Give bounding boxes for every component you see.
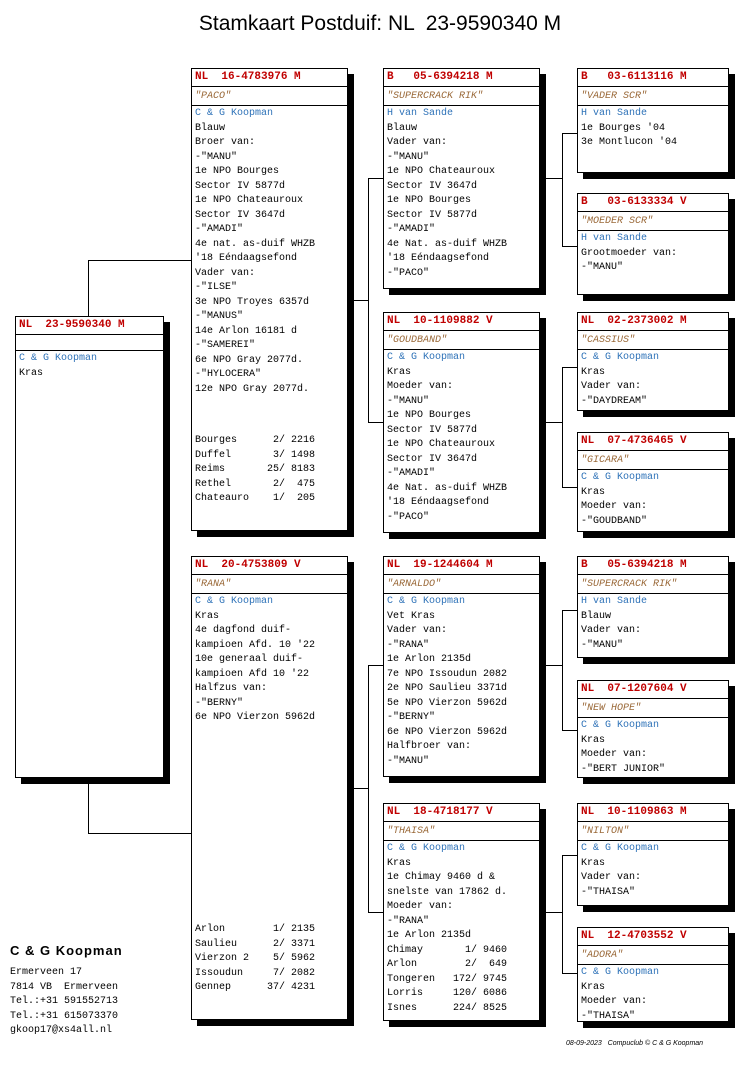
connector-line <box>540 912 562 913</box>
connector-line <box>368 178 369 422</box>
info-line: 1e Arlon 2135d <box>387 930 472 941</box>
owner: C & G Koopman <box>195 596 274 607</box>
owner: H van Sande <box>581 108 648 119</box>
info-line: Grootmoeder van: <box>581 247 678 259</box>
info-line: '18 Eéndaagsefond <box>387 253 490 264</box>
page-title: Stamkaart Postduif: NL 23-9590340 M <box>198 12 562 35</box>
connector-line <box>88 833 191 834</box>
owner: C & G Koopman <box>581 472 660 483</box>
info-line: 1e Arlon 2135d <box>387 654 472 665</box>
info-line: -"SAMEREI" <box>195 340 256 351</box>
info-line: -"AMADI" <box>195 224 244 235</box>
info-line: Sector IV 3647d <box>387 453 478 465</box>
ring-number: B 03-6133334 V <box>578 194 728 212</box>
ring-number: NL 19-1244604 M <box>384 557 539 575</box>
info-line: Moeder van: <box>387 901 454 912</box>
pigeon-card-fm <box>383 312 540 533</box>
ring-number: NL 23-9590340 M <box>16 317 163 335</box>
connector-line <box>562 367 563 487</box>
breeder-address: Ermerveen 17 <box>10 967 83 978</box>
pigeon-card-ff <box>383 68 540 289</box>
info-line: Sector IV 5877d <box>387 424 478 436</box>
connector-line <box>368 422 383 423</box>
pigeon-card-mf <box>383 556 540 777</box>
info-line: Sector IV 5877d <box>387 209 478 221</box>
info-line: Vet Kras <box>387 610 436 622</box>
breeder-email: gkoop17@xs4all.nl <box>10 1025 113 1036</box>
info-line: 7e NPO Issoudun 2082 <box>387 668 508 680</box>
info-line: Sector IV 3647d <box>387 180 478 192</box>
connector-line <box>540 178 562 179</box>
owner: H van Sande <box>581 233 648 244</box>
connector-line <box>562 367 577 368</box>
owner: C & G Koopman <box>581 967 660 978</box>
ring-number: B 03-6113116 M <box>578 69 728 87</box>
pigeon-name: "THAISA" <box>384 822 539 841</box>
info-line: -"MANU" <box>387 151 430 163</box>
info-line: '18 Eéndaagsefond <box>387 497 490 508</box>
pigeon-card-father <box>191 68 348 531</box>
pigeon-card-fff <box>577 68 729 173</box>
info-line: Moeder van: <box>581 749 648 760</box>
pigeon-card-mfm <box>577 680 729 778</box>
info-line: -"AMADI" <box>387 468 436 479</box>
breeder-phone: Tel.:+31 591552713 <box>10 996 119 1007</box>
info-line: Broer van: <box>195 137 256 148</box>
info-line: 4e Nat. as-duif WHZB <box>387 238 508 250</box>
race-result: Bourges 2/ 2216 <box>195 435 316 446</box>
info-lines <box>192 122 347 398</box>
info-line: Vader van: <box>581 381 642 392</box>
pigeon-name: "VADER SCR" <box>578 87 728 106</box>
pigeon-name: "ADORA" <box>578 946 728 965</box>
footer-credit: 08-09-2023 Compuclub © C & G Koopman <box>566 1040 704 1047</box>
race-result: Lorris 120/ 6086 <box>387 988 508 999</box>
race-result: Isnes 224/ 8525 <box>387 1002 508 1014</box>
info-line: Moeder van: <box>581 996 648 1007</box>
pigeon-name: "NEW HOPE" <box>578 699 728 718</box>
info-line: 10e generaal duif- <box>195 654 304 665</box>
info-line: -"BERNY" <box>195 697 244 709</box>
info-line: 4e dagfond duif- <box>195 625 292 636</box>
info-line: 2e NPO Saulieu 3371d <box>387 683 508 694</box>
info-line: Kras <box>581 857 606 869</box>
info-line: Blauw <box>387 122 418 134</box>
pigeon-name: "PACO" <box>192 87 347 106</box>
info-line: -"RANA" <box>387 639 430 651</box>
info-line: 1e Chimay 9460 d & <box>387 872 496 883</box>
ring-number: NL 10-1109863 M <box>578 804 728 822</box>
info-line: Blauw <box>195 122 226 134</box>
info-line: Vader van: <box>581 625 642 636</box>
info-line: Vader van: <box>387 625 448 636</box>
breeder-info <box>10 943 123 1039</box>
connector-line <box>368 178 383 179</box>
info-line: 6e NPO Vierzon 5962d <box>387 726 508 738</box>
connector-line <box>88 778 89 833</box>
info-line: 4e nat. as-duif WHZB <box>195 238 316 250</box>
breeder-mobile: Tel.:+31 615073370 <box>10 1010 119 1022</box>
info-line: -"MANU" <box>581 639 624 651</box>
race-result: Arlon 1/ 2135 <box>195 924 316 935</box>
pigeon-name: "GICARA" <box>578 451 728 470</box>
pigeon-card-mmf <box>577 803 729 906</box>
info-line: Vader van: <box>581 872 642 883</box>
info-line: -"BERNY" <box>387 712 436 723</box>
info-line: Kras <box>581 981 606 993</box>
race-result: Chimay 1/ 9460 <box>387 944 508 956</box>
info-line: 1e NPO Chateauroux <box>195 195 304 206</box>
name-spacer <box>16 335 163 351</box>
connector-line <box>562 855 577 856</box>
connector-line <box>562 973 577 974</box>
owner: H van Sande <box>581 596 648 607</box>
info-line: -"PACO" <box>387 511 430 523</box>
info-line: -"DAYDREAM" <box>581 395 648 407</box>
owner: H van Sande <box>387 108 454 119</box>
info-line: 1e Bourges '04 <box>581 122 666 134</box>
pigeon-name: "RANA" <box>192 575 347 594</box>
ring-number: NL 12-4703552 V <box>578 928 728 946</box>
info-line: -"MANUS" <box>195 311 244 322</box>
info-line: 14e Arlon 16181 d <box>195 325 298 337</box>
ring-number: NL 20-4753809 V <box>192 557 347 575</box>
info-line: Kras <box>19 367 44 379</box>
pigeon-card-mff <box>577 556 729 658</box>
pigeon-card-mother <box>191 556 348 1020</box>
pigeon-name: "NILTON" <box>578 822 728 841</box>
info-line: Sector IV 5877d <box>195 180 286 192</box>
info-line: '18 Eéndaagsefond <box>195 253 298 264</box>
connector-line <box>88 260 89 316</box>
ring-number: NL 02-2373002 M <box>578 313 728 331</box>
info-line: Kras <box>581 734 606 746</box>
info-line: 3e NPO Troyes 6357d <box>195 296 310 308</box>
connector-line <box>368 665 369 912</box>
info-line: -"MANU" <box>581 262 624 273</box>
owner: C & G Koopman <box>387 352 466 363</box>
pigeon-card-mm <box>383 803 540 1021</box>
info-line: 1e NPO Bourges <box>387 410 472 421</box>
info-line: Kras <box>387 366 412 378</box>
connector-line <box>368 665 383 666</box>
pigeon-name: "GOUDBAND" <box>384 331 539 350</box>
info-line: -"AMADI" <box>387 224 436 235</box>
info-line: Kras <box>581 486 606 498</box>
race-result: Saulieu 2/ 3371 <box>195 938 316 950</box>
connector-line <box>540 422 562 423</box>
info-line: 3e Montlucon '04 <box>581 137 678 148</box>
info-line: -"THAISA" <box>581 886 636 898</box>
connector-line <box>562 610 577 611</box>
ring-number: NL 16-4783976 M <box>192 69 347 87</box>
info-line: Vader van: <box>387 137 448 148</box>
info-line: 1e NPO Bourges <box>387 195 472 206</box>
pigeon-name: "ARNALDO" <box>384 575 539 594</box>
race-result: Arlon 2/ 649 <box>387 959 508 970</box>
info-line: Blauw <box>581 610 612 622</box>
race-result: Tongeren 172/ 9745 <box>387 973 508 985</box>
pigeon-card-main <box>15 316 164 778</box>
connector-line <box>562 246 577 247</box>
pigeon-name: "MOEDER SCR" <box>578 212 728 231</box>
connector-line <box>562 855 563 973</box>
pigeon-name: "CASSIUS" <box>578 331 728 350</box>
info-line: kampioen Afd. 10 '22 <box>195 639 316 651</box>
info-line: 6e NPO Gray 2077d. <box>195 354 304 366</box>
breeder-name: C & G Koopman <box>10 943 123 958</box>
connector-line <box>368 912 383 913</box>
info-line: Kras <box>387 857 412 869</box>
race-result: Vierzon 2 5/ 5962 <box>195 953 316 964</box>
race-result: Duffel 3/ 1498 <box>195 449 316 461</box>
info-line: -"HYLOCERA" <box>195 369 262 380</box>
ring-number: NL 10-1109882 V <box>384 313 539 331</box>
info-line: -"BERT JUNIOR" <box>581 763 666 775</box>
info-line: -"THAISA" <box>581 1010 636 1022</box>
pigeon-card-ffm <box>577 193 729 295</box>
race-result: Issoudun 7/ 2082 <box>195 967 316 979</box>
info-line: Kras <box>195 610 220 622</box>
race-results <box>195 434 344 507</box>
race-result: Gennep 37/ 4231 <box>195 982 316 993</box>
info-line: 6e NPO Vierzon 5962d <box>195 712 316 723</box>
ring-number: B 05-6394218 M <box>384 69 539 87</box>
race-result: Chateauro 1/ 205 <box>195 493 316 504</box>
info-line: snelste van 17862 d. <box>387 886 508 898</box>
connector-line <box>88 260 191 261</box>
pigeon-card-fmf <box>577 312 729 411</box>
connector-line <box>562 610 563 730</box>
info-line: kampioen Afd 10 '22 <box>195 668 310 680</box>
connector-line <box>562 487 577 488</box>
owner: C & G Koopman <box>195 108 274 119</box>
info-lines <box>192 610 347 726</box>
connector-line <box>562 730 577 731</box>
info-line: -"MANU" <box>387 755 430 767</box>
info-line: Halfzus van: <box>195 683 268 694</box>
race-result: Rethel 2/ 475 <box>195 478 316 490</box>
race-result: Reims 25/ 8183 <box>195 464 316 475</box>
race-results <box>195 923 344 996</box>
info-line: 1e NPO Chateauroux <box>387 439 496 450</box>
info-line: -"MANU" <box>195 151 238 163</box>
info-line: 12e NPO Gray 2077d. <box>195 383 310 395</box>
connector-line <box>562 133 563 246</box>
owner: C & G Koopman <box>581 720 660 731</box>
info-line: Moeder van: <box>581 501 648 512</box>
info-line: -"PACO" <box>387 267 430 279</box>
ring-number: NL 07-4736465 V <box>578 433 728 451</box>
owner: C & G Koopman <box>581 843 660 854</box>
info-line: Sector IV 3647d <box>195 209 286 221</box>
ring-number: NL 18-4718177 V <box>384 804 539 822</box>
ring-number: B 05-6394218 M <box>578 557 728 575</box>
pigeon-card-mmm <box>577 927 729 1022</box>
owner: C & G Koopman <box>19 353 98 364</box>
info-line: Kras <box>581 366 606 378</box>
owner: C & G Koopman <box>581 352 660 363</box>
ring-number: NL 07-1207604 V <box>578 681 728 699</box>
info-line: -"RANA" <box>387 915 430 927</box>
pigeon-card-fmm <box>577 432 729 532</box>
pigeon-name: "SUPERCRACK RIK" <box>578 575 728 594</box>
connector-line <box>348 788 368 789</box>
info-line: -"MANU" <box>387 395 430 407</box>
pigeon-name: "SUPERCRACK RIK" <box>384 87 539 106</box>
connector-line <box>540 665 562 666</box>
info-line: -"ILSE" <box>195 282 238 293</box>
owner: C & G Koopman <box>387 843 466 854</box>
info-line: 5e NPO Vierzon 5962d <box>387 697 508 709</box>
connector-line <box>348 300 368 301</box>
info-line: 4e Nat. as-duif WHZB <box>387 482 508 494</box>
connector-line <box>562 133 577 134</box>
info-line: Halfbroer van: <box>387 741 472 752</box>
owner: C & G Koopman <box>387 596 466 607</box>
info-line: 1e NPO Chateauroux <box>387 166 496 177</box>
info-line: Vader van: <box>195 267 256 279</box>
breeder-postcode: 7814 VB Ermerveen <box>10 981 119 993</box>
info-line: -"GOUDBAND" <box>581 515 648 527</box>
info-line: Moeder van: <box>387 381 454 392</box>
info-line: 1e NPO Bourges <box>195 166 280 177</box>
